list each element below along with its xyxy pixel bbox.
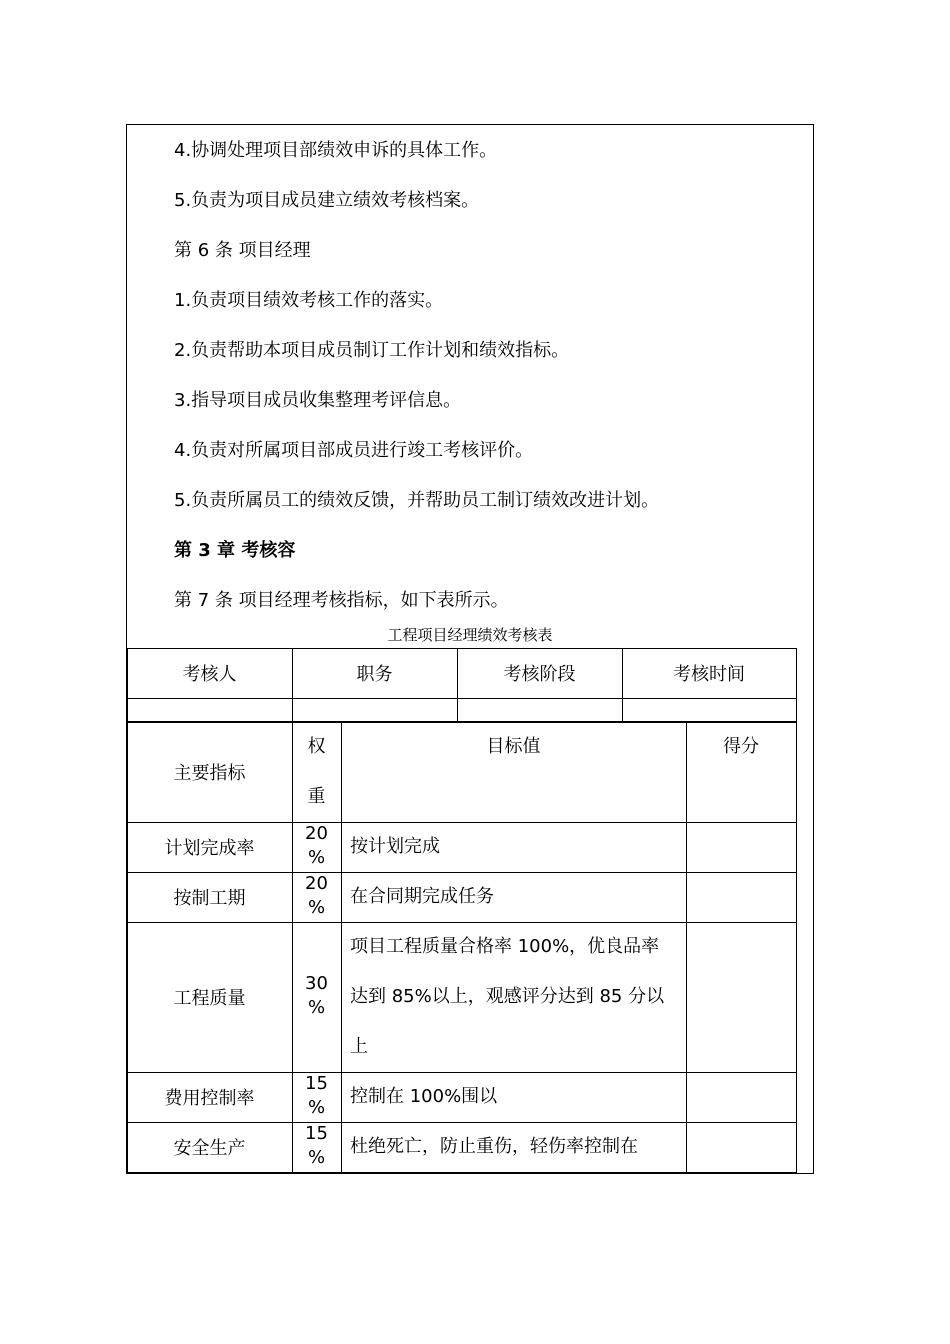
- score-cell[interactable]: [687, 923, 795, 1071]
- weight-cell: 20 %: [305, 823, 328, 868]
- chapter-heading: 第 3 章 考核容: [174, 540, 296, 561]
- indicator-name: 费用控制率: [164, 1088, 255, 1109]
- paragraph-1: 4.协调处理项目部绩效申诉的具体工作。: [174, 140, 498, 161]
- weight-cell: 20 %: [305, 873, 328, 918]
- weight-cell: 15 %: [305, 1073, 328, 1118]
- indicator-name: 按制工期: [173, 888, 246, 909]
- score-cell[interactable]: [687, 1123, 795, 1171]
- indicator-name: 安全生产: [173, 1138, 246, 1159]
- indicator-name: 工程质量: [173, 988, 246, 1009]
- paragraph-7: 4.负责对所属项目部成员进行竣工考核评价。: [174, 440, 534, 461]
- assessor-value-cell[interactable]: [128, 699, 291, 721]
- target-line: 达到 85%以上，观感评分达到 85 分以: [350, 986, 665, 1007]
- header-time: 考核时间: [673, 664, 745, 685]
- weight-header: 权 重: [307, 736, 326, 807]
- paragraph-5: 2.负责帮助本项目成员制订工作计划和绩效指标。: [174, 340, 570, 361]
- article-7: 第 7 条 项目经理考核指标，如下表所示。: [174, 590, 509, 611]
- position-value-cell[interactable]: [293, 699, 456, 721]
- target-cell: 按计划完成: [350, 836, 440, 857]
- weight-cell: 30 %: [305, 973, 328, 1018]
- weight-cell: 15 %: [305, 1123, 328, 1168]
- time-value-cell[interactable]: [623, 699, 795, 721]
- target-cell: 杜绝死亡，防止重伤，轻伤率控制在: [350, 1136, 638, 1157]
- paragraph-4: 1.负责项目绩效考核工作的落实。: [174, 290, 444, 311]
- main-indicator-header: 主要指标: [173, 763, 246, 784]
- target-cell: 在合同期完成任务: [350, 886, 494, 907]
- paragraph-2: 5.负责为项目成员建立绩效考核档案。: [174, 190, 480, 211]
- header-position: 职务: [356, 664, 393, 685]
- score-cell[interactable]: [687, 1073, 795, 1121]
- score-cell[interactable]: [687, 873, 795, 921]
- header-assessor: 考核人: [182, 664, 237, 685]
- target-line: 项目工程质量合格率 100%，优良品率: [350, 936, 660, 957]
- score-header: 得分: [723, 736, 759, 757]
- paragraph-6: 3.指导项目成员收集整理考评信息。: [174, 390, 462, 411]
- header-stage: 考核阶段: [503, 664, 576, 685]
- target-header: 目标值: [486, 736, 541, 757]
- stage-value-cell[interactable]: [458, 699, 621, 721]
- article-6-heading: 第 6 条 项目经理: [174, 240, 311, 261]
- indicator-name: 计划完成率: [164, 838, 255, 859]
- paragraph-8: 5.负责所属员工的绩效反馈，并帮助员工制订绩效改进计划。: [174, 490, 660, 511]
- target-line: 上: [350, 1036, 368, 1057]
- target-cell: 控制在 100%围以: [350, 1086, 498, 1107]
- table-caption: 工程项目经理绩效考核表: [387, 626, 553, 644]
- score-cell[interactable]: [687, 823, 795, 871]
